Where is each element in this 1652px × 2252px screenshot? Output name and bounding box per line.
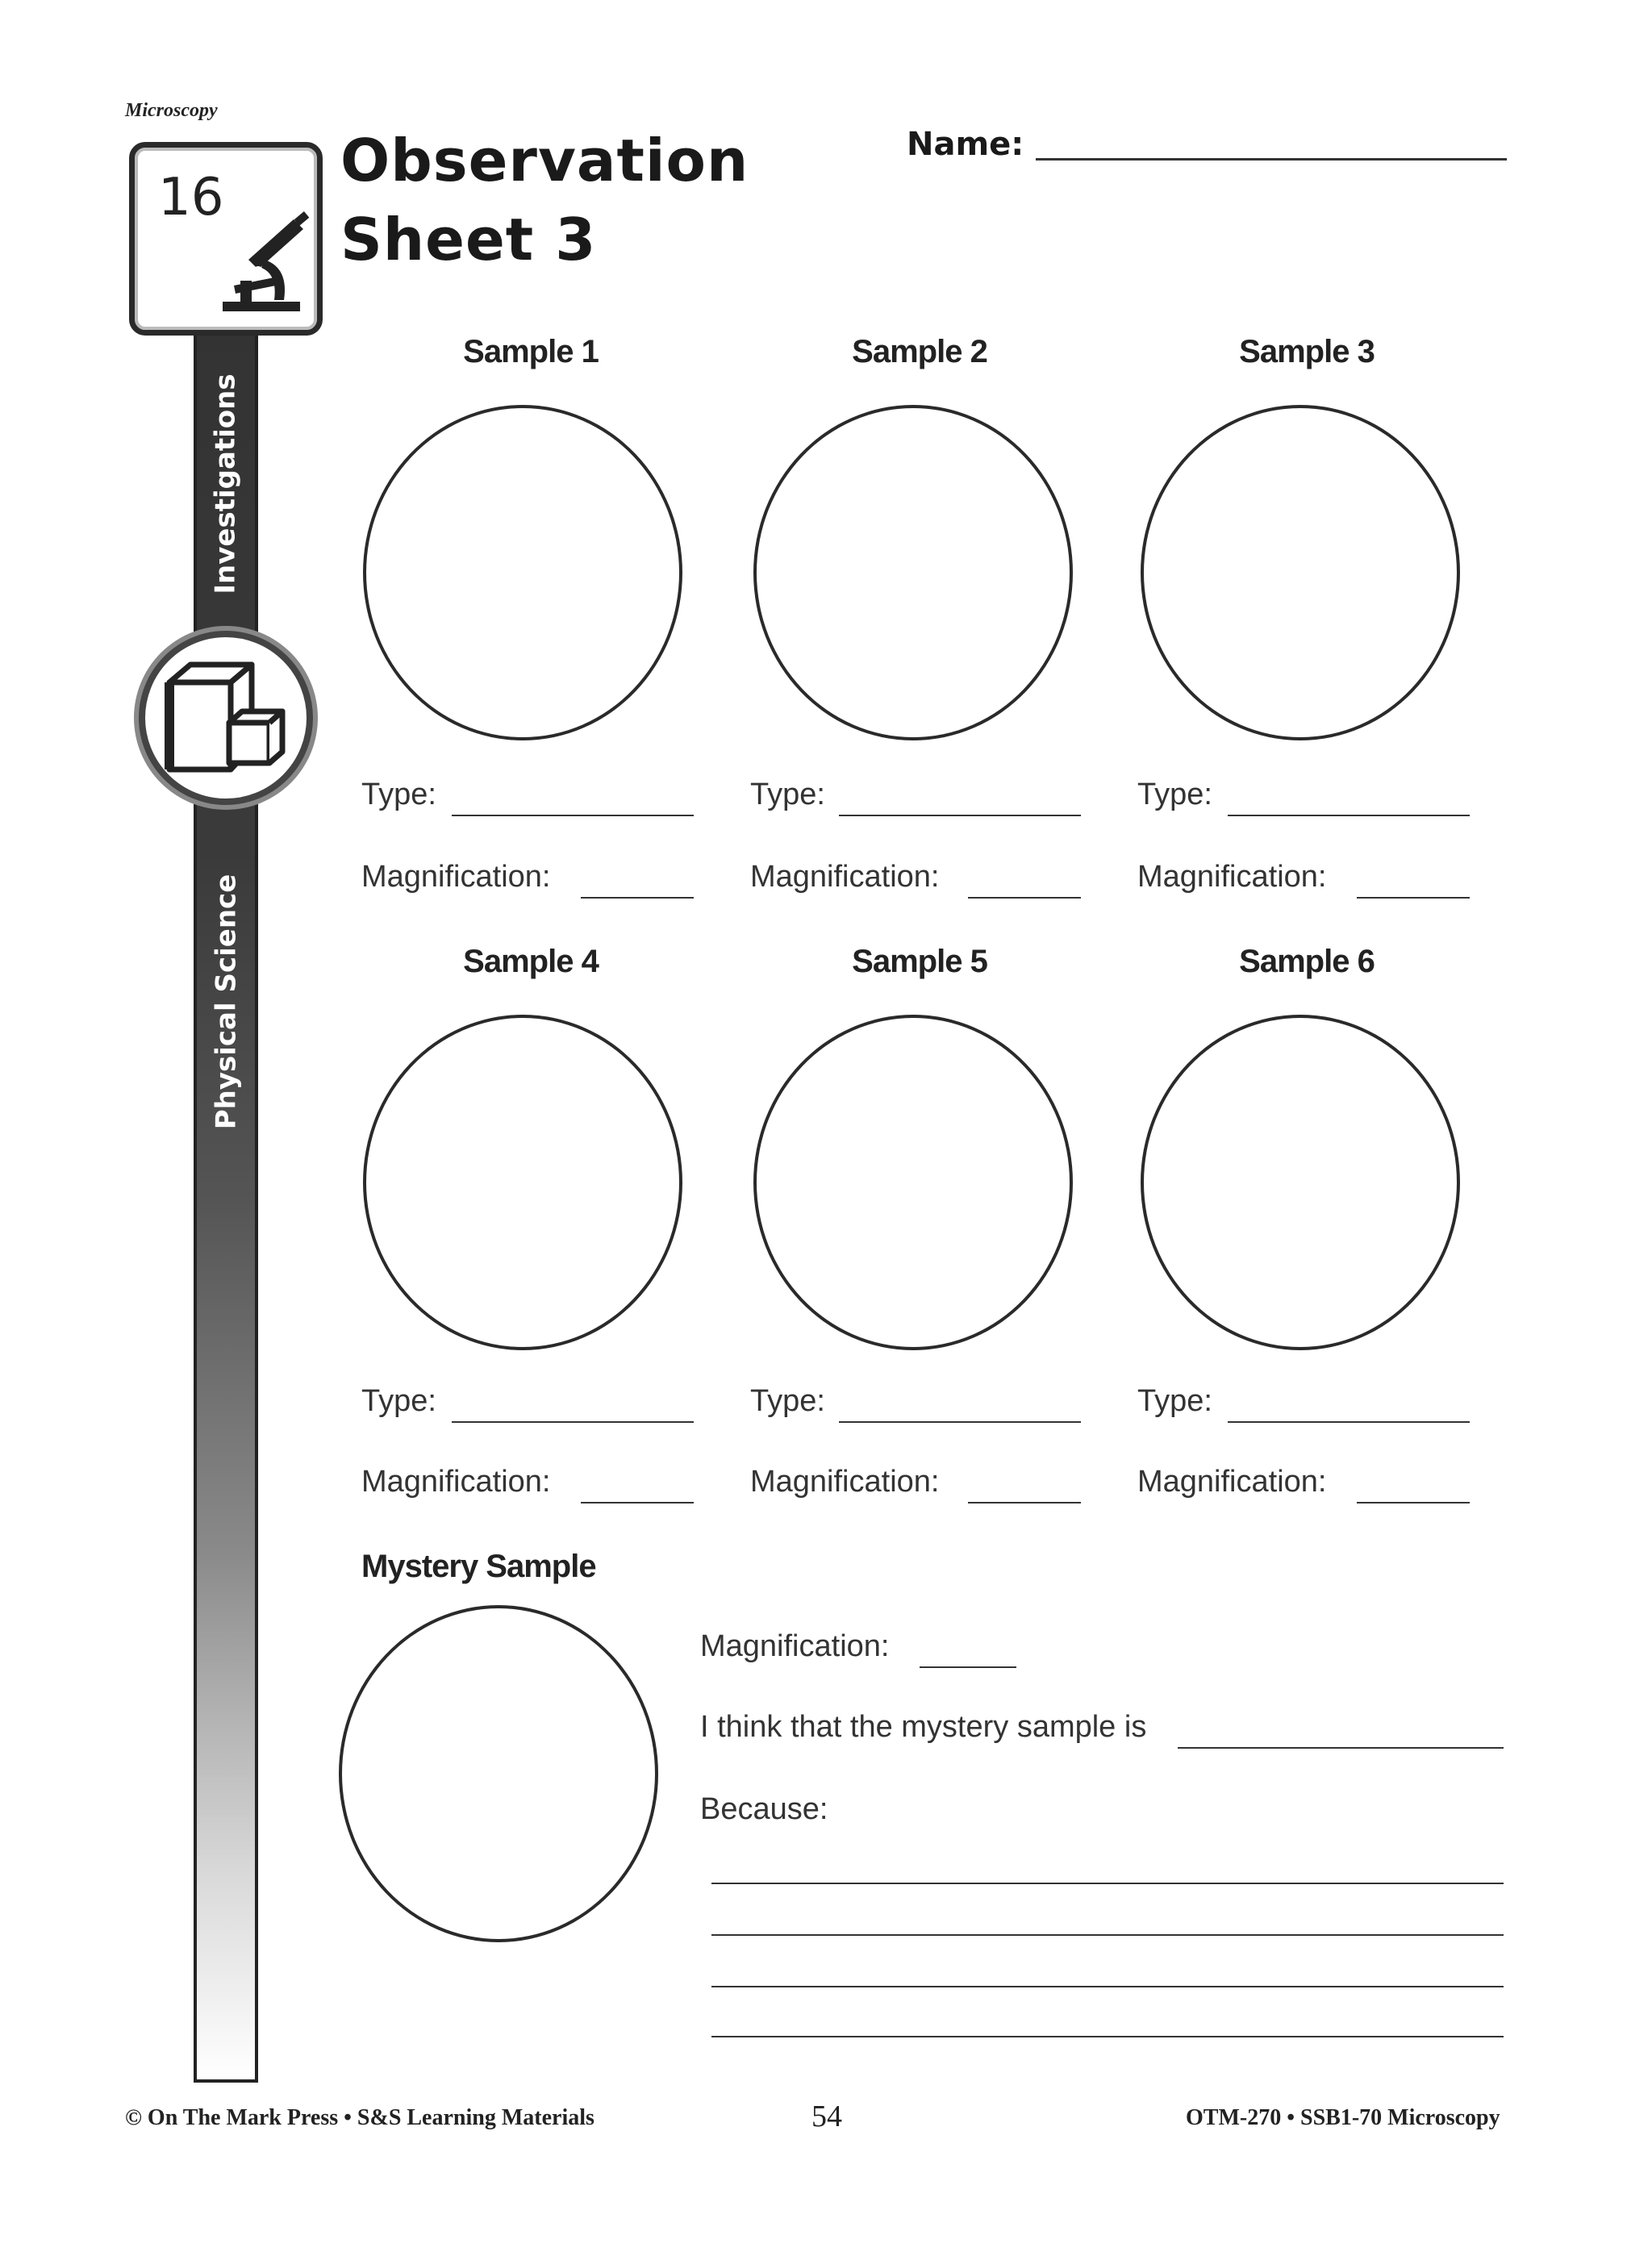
cubes-icon [158,658,295,779]
sample-3-mag-field[interactable] [1357,897,1470,899]
sample-1-type-label: Type: [361,778,436,811]
sample-3-type-field[interactable] [1228,815,1470,816]
sample-2-mag-field[interactable] [968,897,1081,899]
sample-3-view-circle[interactable] [1141,405,1460,740]
sample-6-type-label: Type: [1137,1384,1212,1418]
page-title: Observation Sheet 3 [340,127,749,273]
sample-2-view-circle[interactable] [753,405,1073,740]
sample-1-title: Sample 1 [463,334,599,369]
sidebar-category-physical-science: Physical Science [209,874,242,1130]
sample-1-mag-field[interactable] [581,897,694,899]
sample-5-type-label: Type: [750,1384,825,1418]
sample-6-view-circle[interactable] [1141,1015,1460,1350]
sidebar-top-wrap [113,373,339,594]
sample-4-mag-label: Magnification: [361,1465,551,1499]
sidebar-category-investigations: Investigations [210,373,242,594]
footer-product-code: OTM-270 • SSB1-70 Microscopy [1186,2105,1500,2130]
sample-4-mag-field[interactable] [581,1502,694,1503]
sample-5-mag-field[interactable] [968,1502,1081,1503]
sample-6-type-field[interactable] [1228,1421,1470,1423]
sample-4-type-field[interactable] [452,1421,694,1423]
mystery-mag-label: Magnification: [700,1629,890,1663]
sample-5-mag-label: Magnification: [750,1465,940,1499]
mystery-guess-field[interactable] [1178,1747,1504,1749]
sample-3-type-label: Type: [1137,778,1212,811]
sample-2-title: Sample 2 [852,334,987,369]
sidebar-bottom-wrap [81,874,371,1130]
mystery-sample-title: Mystery Sample [361,1549,596,1584]
name-label: Name: [907,126,1024,163]
mystery-guess-label: I think that the mystery sample is [700,1710,1147,1744]
lesson-number: 16 [158,168,224,227]
section-label: Microscopy [125,100,218,121]
sample-6-title: Sample 6 [1239,944,1375,979]
sample-2-type-label: Type: [750,778,825,811]
sample-2-type-field[interactable] [839,815,1081,816]
sample-2-mag-label: Magnification: [750,860,940,894]
sample-1-type-field[interactable] [452,815,694,816]
sample-5-type-field[interactable] [839,1421,1081,1423]
sample-6-mag-field[interactable] [1357,1502,1470,1503]
sample-6-mag-label: Magnification: [1137,1465,1327,1499]
name-field[interactable] [1036,158,1507,161]
sample-4-view-circle[interactable] [363,1015,682,1350]
because-line-3[interactable] [711,1986,1504,1987]
sample-4-type-label: Type: [361,1384,436,1418]
because-line-1[interactable] [711,1883,1504,1884]
footer-publisher: © On The Mark Press • S&S Learning Materials [125,2105,594,2130]
sample-1-view-circle[interactable] [363,405,682,740]
sample-3-mag-label: Magnification: [1137,860,1327,894]
microscope-icon [216,211,313,316]
sample-5-title: Sample 5 [852,944,987,979]
sample-1-mag-label: Magnification: [361,860,551,894]
because-line-4[interactable] [711,2036,1504,2037]
because-line-2[interactable] [711,1934,1504,1936]
mystery-view-circle[interactable] [339,1605,658,1942]
sample-5-view-circle[interactable] [753,1015,1073,1350]
page-number: 54 [811,2100,842,2133]
mystery-because-label: Because: [700,1792,828,1826]
mystery-mag-field[interactable] [920,1666,1016,1668]
sample-3-title: Sample 3 [1239,334,1375,369]
sample-4-title: Sample 4 [463,944,599,979]
